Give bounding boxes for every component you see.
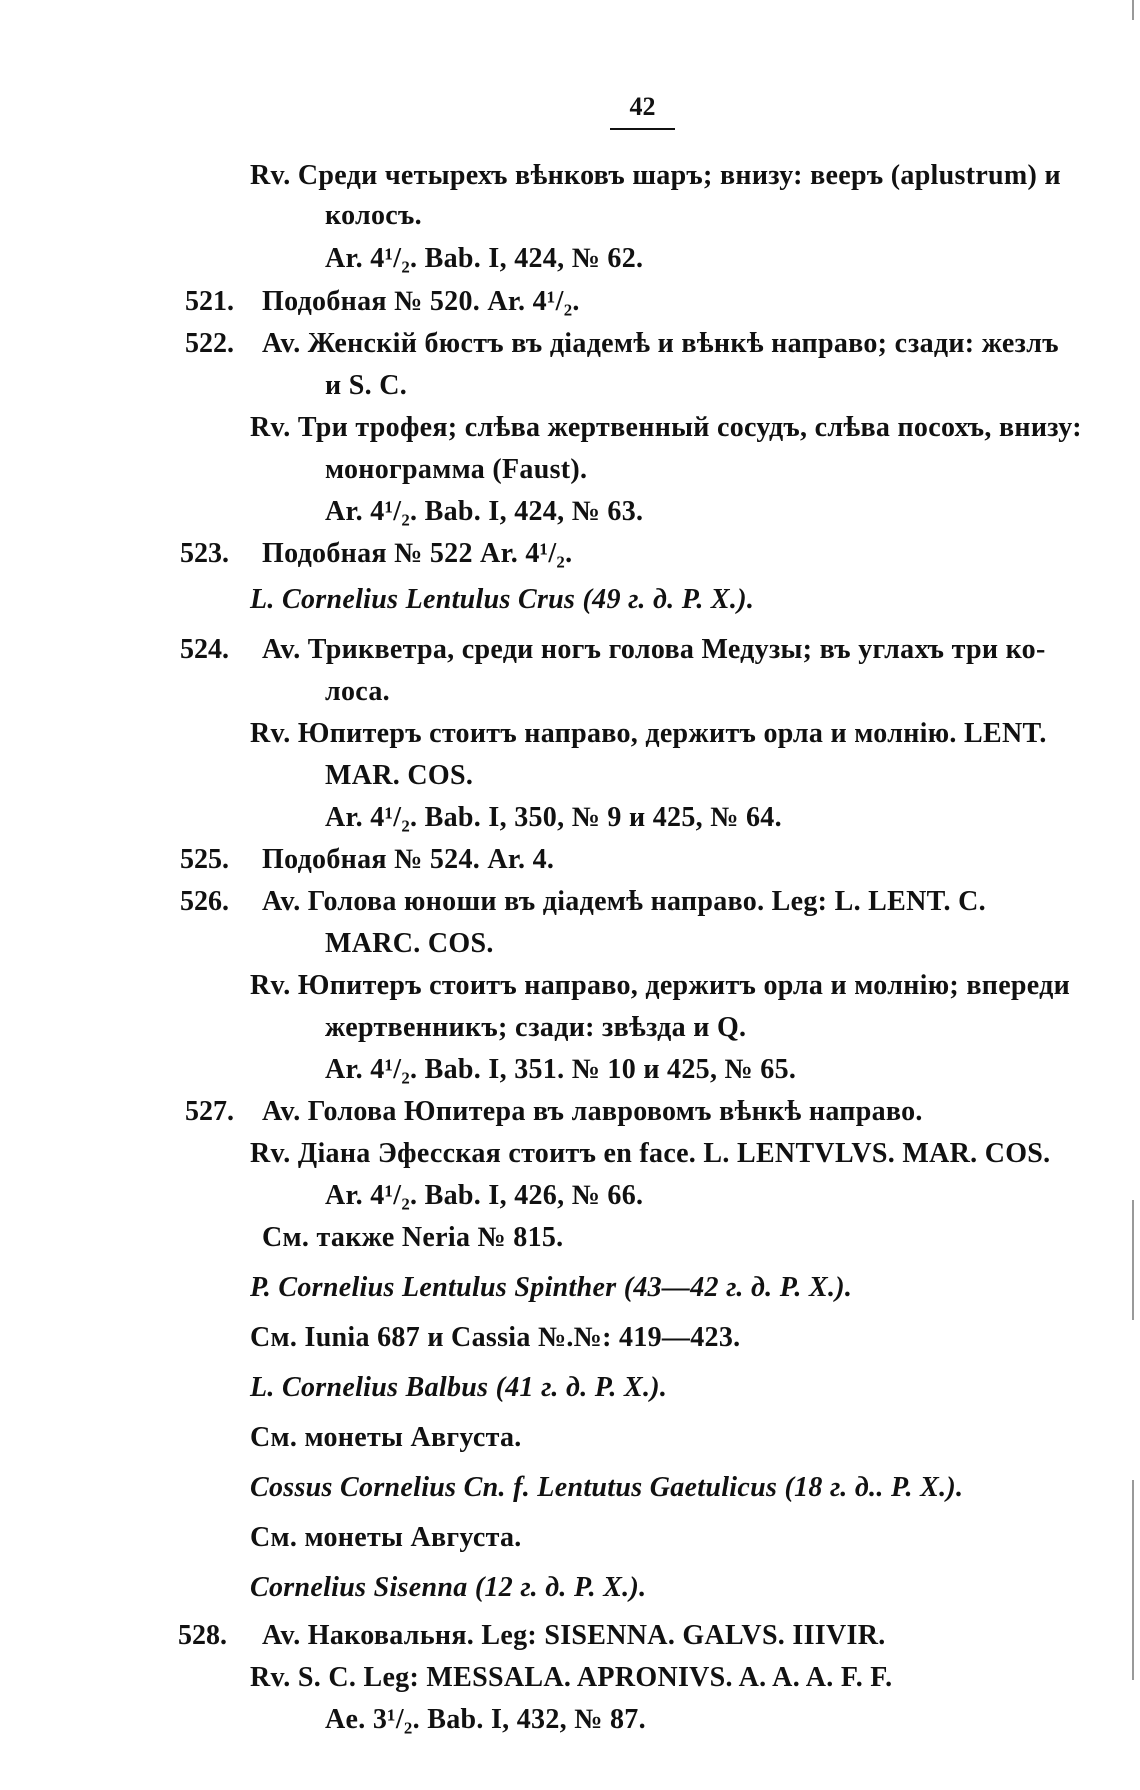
section-heading: Cossus Cornelius Cn. f. Lentutus Gaetulicus (18 г. д.. Р. X.). — [250, 1472, 964, 1503]
entry-number: 527. — [185, 1096, 234, 1127]
scan-edge-mark — [1132, 1200, 1134, 1320]
text-line: монограмма (Faust). — [325, 454, 588, 485]
section-heading: P. Cornelius Lentulus Spinther (43—42 г. д. Р. X.). — [250, 1272, 853, 1303]
text-line: лоса. — [325, 676, 390, 707]
text-line: колосъ. — [325, 200, 422, 231]
scan-edge-mark — [1132, 0, 1134, 20]
text-line: См. монеты Августа. — [250, 1422, 522, 1453]
text-line: См. монеты Августа. — [250, 1522, 522, 1553]
text-line: Ar. 4¹/₂. Bab. I, 351. № 10 и 425, № 65. — [325, 1054, 797, 1085]
entry-number: 524. — [180, 634, 229, 665]
text-line: Ar. 4¹/₂. Bab. I, 350, № 9 и 425, № 64. — [325, 802, 782, 833]
text-line: MAR. COS. — [325, 760, 474, 791]
page-number: 42 — [610, 92, 675, 130]
text-line: Av. Голова юноши въ діадемѣ направо. Leg: L. LENT. C. — [262, 886, 986, 917]
entry-number: 526. — [180, 886, 229, 917]
section-heading: L. Cornelius Balbus (41 г. д. Р. X.). — [250, 1372, 668, 1403]
text-line: жертвенникъ; сзади: звѣзда и Q. — [325, 1012, 747, 1043]
text-line: Подобная № 520. Ar. 4¹/₂. — [262, 286, 580, 317]
text-line: Rv. Среди четырехъ вѣнковъ шаръ; внизу: вееръ (aplustrum) и — [250, 160, 1061, 191]
text-line: Rv. Юпитеръ стоитъ направо, держитъ орла и молнію. LENT. — [250, 718, 1047, 749]
text-line: Av. Голова Юпитера въ лавровомъ вѣнкѣ направо. — [262, 1096, 923, 1127]
text-line: Av. Женскій бюстъ въ діадемѣ и вѣнкѣ направо; сзади: жезлъ — [262, 328, 1059, 359]
text-line: Av. Наковальня. Leg: SISENNA. GALVS. IIIVIR. — [262, 1620, 886, 1651]
text-line: Ar. 4¹/₂. Bab. I, 426, № 66. — [325, 1180, 644, 1211]
entry-number: 523. — [180, 538, 229, 569]
entry-number: 525. — [180, 844, 229, 875]
entry-number: 521. — [185, 286, 234, 317]
text-line: Подобная № 524. Ar. 4. — [262, 844, 555, 875]
text-line: Rv. Юпитеръ стоитъ направо, держитъ орла и молнію; впереди — [250, 970, 1071, 1001]
text-line: MARC. COS. — [325, 928, 494, 959]
text-line: Ae. 3¹/₂. Bab. I, 432, № 87. — [325, 1704, 646, 1735]
section-heading: Cornelius Sisenna (12 г. д. Р. X.). — [250, 1572, 647, 1603]
text-line: См. также Neria № 815. — [262, 1222, 564, 1253]
text-line: Rv. S. C. Leg: MESSALA. APRONIVS. A. A. A. F. F. — [250, 1662, 893, 1693]
entry-number: 528. — [178, 1620, 227, 1651]
scan-edge-mark — [1132, 1480, 1134, 1680]
text-line: Rv. Три трофея; слѣва жертвенный сосудъ, слѣва посохъ, внизу: — [250, 412, 1082, 443]
section-heading: L. Cornelius Lentulus Crus (49 г. д. Р. X.). — [250, 584, 755, 615]
text-line: Rv. Діана Эфесская стоитъ en face. L. LENTVLVS. MAR. COS. — [250, 1138, 1051, 1169]
text-line: Ar. 4¹/₂. Bab. I, 424, № 63. — [325, 496, 644, 527]
text-line: Подобная № 522 Ar. 4¹/₂. — [262, 538, 573, 569]
text-line: Av. Трикветра, среди ногъ голова Медузы; въ углахъ три ко- — [262, 634, 1046, 665]
text-line: См. Iunia 687 и Cassia №.№: 419—423. — [250, 1322, 741, 1353]
text-line: и S. C. — [325, 370, 408, 401]
text-line: Ar. 4¹/₂. Bab. I, 424, № 62. — [325, 243, 644, 274]
entry-number: 522. — [185, 328, 234, 359]
